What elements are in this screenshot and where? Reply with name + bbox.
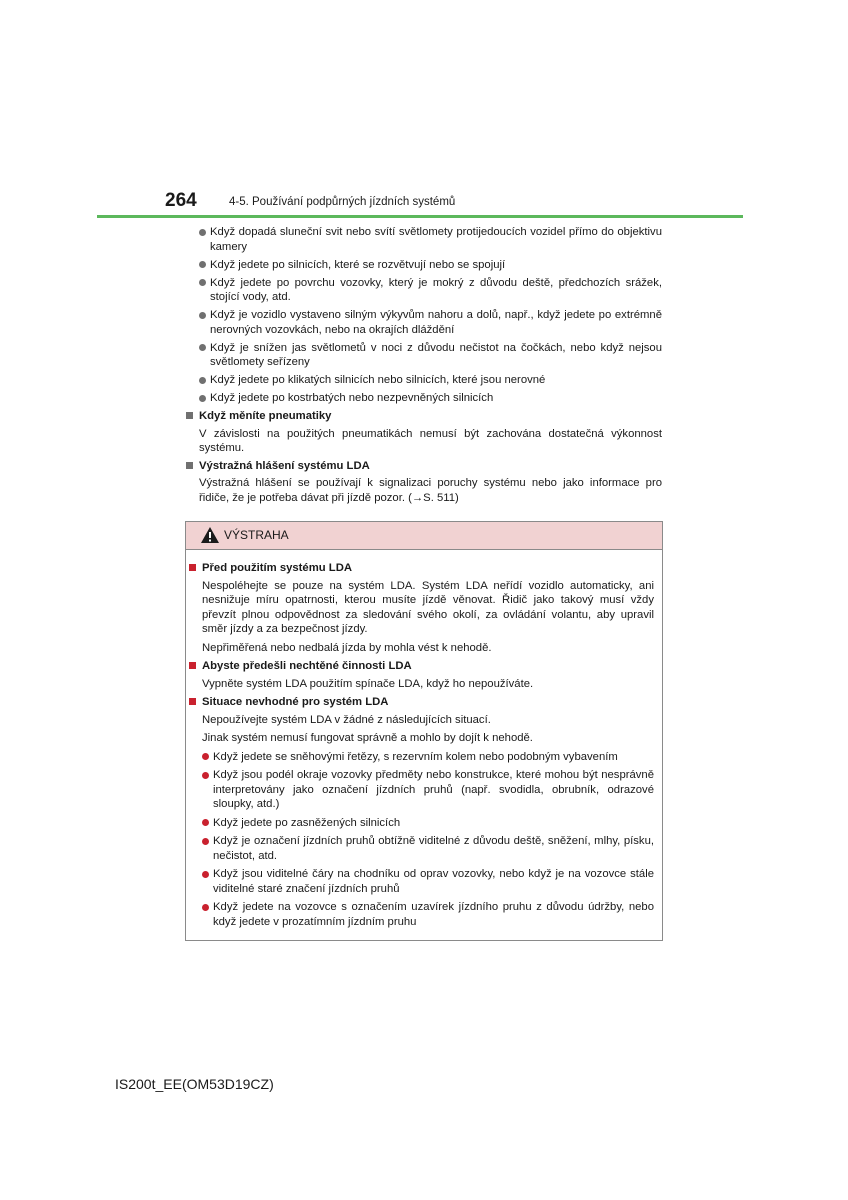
list-item: Když jedete po kostrbatých nebo nezpevněných silnicích [186,391,662,406]
model-code: IS200t_EE(OM53D19CZ) [115,1076,274,1092]
list-item: Když jsou podél okraje vozovky předměty nebo konstrukce, které mohou být nesprávně interpretovány jako označení jízdních pruhů (např. svodidla, obrubník, odrazové sloupky, atd.) [189,768,654,812]
list-item: Když jedete na vozovce s označením uzavírek jízdního pruhu z důvodu údržby, nebo když jedete v prozatímním jízdním pruhu [189,900,654,929]
bullet-dot [199,344,206,351]
bullet-dot [202,753,209,760]
bullet-dot [199,395,206,402]
list-item: Když jedete po silnicích, které se rozvětvují nebo se spojují [186,258,662,273]
before-use-heading: Před použitím systému LDA [189,561,654,576]
avoid-heading: Abyste předešli nechtěné činnosti LDA [189,659,654,674]
before-use-paragraph: Nespoléhejte se pouze na systém LDA. Systém LDA neřídí vozidlo automaticky, ani nesnižuje míru opatrnosti, kterou musíte jízdě věnovat. Řidič jako takový musí vždy převzít plnou odpovědnost za sledování svého okolí, za ovládání volantu, aby upravil směr jízdy a za bezpečnost jízdy. [202,579,654,635]
warning-title: VÝSTRAHA [224,528,289,542]
warning-body [186,550,662,929]
unsuitable-paragraph: Jinak systém nemusí fungovat správně a mohlo by dojít k nehodě. [202,732,533,744]
heading-square-marker [186,412,193,419]
unsuitable-heading: Situace nevhodné pro systém LDA [189,695,654,710]
warning-header [186,522,662,550]
bullet-dot [199,377,206,384]
warning-box [185,521,663,941]
heading-square-marker [186,462,193,469]
bullet-dot [202,838,209,845]
header-rule [97,215,743,218]
section-title: 4-5. Používání podpůrných jízdních systémů [229,196,456,208]
bullet-dot [199,279,206,286]
messages-heading: Výstražná hlášení systému LDA [186,459,662,474]
list-item: Když jedete po povrchu vozovky, který je mokrý z důvodu deště, předchozích srážek, stojící vody, atd. [186,276,662,305]
heading-square-marker [189,698,196,705]
main-content [186,225,662,508]
bullet-dot [202,904,209,911]
page-number: 264 [165,190,197,211]
bullet-dot [202,871,209,878]
tires-text: V závislosti na použitých pneumatikách nemusí být zachována dostatečná výkonnost systému. [199,427,662,454]
list-item: Když jedete se sněhovými řetězy, s rezervním kolem nebo podobným vybavením [189,750,654,765]
before-use-paragraph: Nepřiměřená nebo nedbalá jízda by mohla vést k nehodě. [202,641,492,654]
warning-triangle-icon [200,526,220,544]
unsuitable-paragraph: Nepoužívejte systém LDA v žádné z následujících situací. [202,713,491,726]
list-item: Když jedete po klikatých silnicích nebo silnicích, které jsou nerovné [186,373,662,388]
heading-square-marker [189,564,196,571]
bullet-dot [199,261,206,268]
list-item: Když je vozidlo vystaveno silným výkyvům nahoru a dolů, např., když jedete po extrémně nerovných vozovkách, nebo na okrajích dláždění [186,308,662,337]
bullet-dot [199,229,206,236]
list-item: Když je snížen jas světlometů v noci z důvodu nečistot na čočkách, nebo když nejsou světlomety seřízeny [186,341,662,370]
heading-square-marker [189,662,196,669]
bullet-dot [202,772,209,779]
list-item: Když jedete po zasněžených silnicích [189,816,654,831]
bullet-dot [202,819,209,826]
messages-text: Výstražná hlášení se používají k signalizaci poruchy systému nebo jako informace pro řidiče, že je potřeba dávat při jízdě pozor. (→S. 511) [199,477,662,504]
bullet-dot [199,312,206,319]
tires-heading: Když měníte pneumatiky [186,409,662,424]
avoid-text: Vypněte systém LDA použitím spínače LDA, když ho nepoužíváte. [202,677,534,690]
list-item: Když dopadá sluneční svit nebo svítí světlomety protijedoucích vozidel přímo do objektivu kamery [186,225,662,254]
list-item: Když je označení jízdních pruhů obtížně viditelné z důvodu deště, sněžení, mlhy, písku, nečistot, atd. [189,834,654,863]
list-item: Když jsou viditelné čáry na chodníku od oprav vozovky, nebo když je na vozovce stále viditelné staré značení jízdních pruhů [189,867,654,896]
